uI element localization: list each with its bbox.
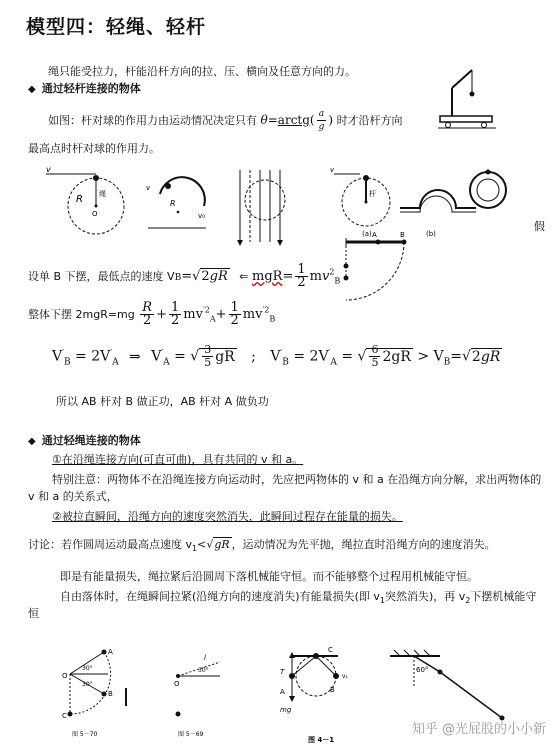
svg-text:C: C — [328, 646, 333, 654]
svg-text:C: C — [62, 712, 67, 720]
page-title: 模型四：轻绳、轻杆 — [26, 16, 207, 38]
svg-text:O: O — [92, 210, 98, 218]
svg-text:图 4－1: 图 4－1 — [308, 736, 335, 744]
rod-example-prefix: 如图：杆对球的作用力由运动情况决定只有 — [48, 114, 257, 127]
whole-eq: $\frac{R}{2}$ + $\frac{1}{2}$ $mv^{'2}_A+$ $\frac{1}{2}$ $mv^{'2}_B$ — [142, 300, 276, 328]
rope-point1: ①在沿绳连接方向(可直可曲)，具有共同的 v 和 a。 — [52, 453, 304, 466]
freefall-end: 下摆机械能守 — [470, 590, 537, 603]
section-rope-title: 通过轻绳连接的物体 — [41, 434, 141, 447]
rod-example — [48, 108, 403, 133]
intro-text: 绳只能受拉力，杆能沿杆方向的拉、压、横向及任意方向的力。 — [48, 65, 356, 78]
svg-text:A: A — [372, 231, 377, 239]
svg-text:mg: mg — [280, 706, 292, 714]
discuss-text: 讨论：若作圆周运动最高点速度 v — [28, 538, 193, 551]
svg-text:B: B — [330, 686, 335, 694]
svg-text:O: O — [174, 680, 180, 688]
assume-eq: =√2gR — [181, 269, 228, 284]
arrow-left-icon: ⇐ — [239, 270, 249, 283]
svg-text:A: A — [108, 648, 113, 656]
whole-line — [28, 302, 275, 327]
whole-text: 整体下摆 2mgR=mg — [28, 308, 135, 321]
svg-text:30°: 30° — [82, 665, 93, 672]
svg-text:R: R — [76, 194, 83, 205]
svg-text:T: T — [280, 668, 285, 676]
assume-text: 设单 B 下摆，最低点的速度 V — [28, 270, 175, 283]
discuss-suffix: ，运动情况为先平抛，绳拉直时沿绳方向的速度消失。 — [231, 538, 496, 551]
svg-text:l: l — [204, 654, 206, 662]
side-char: 假 — [534, 220, 545, 233]
svg-text:图 5－69: 图 5－69 — [178, 731, 204, 738]
bullet-diamond-icon: ◆ — [28, 436, 36, 447]
svg-text:O: O — [62, 672, 68, 680]
circular-motion-figures — [28, 160, 548, 278]
bullet-diamond-icon: ◆ — [28, 84, 36, 95]
svg-text:(b): (b) — [426, 230, 436, 238]
svg-text:绳: 绳 — [99, 190, 106, 198]
rod-example-line2: 最高点时杆对球的作用力。 — [28, 142, 160, 155]
freefall-text: 自由落体时，在绳瞬间拉紧(沿绳方向的速度消失)有能量损失(即 v — [60, 590, 380, 603]
crane-figure — [432, 66, 502, 128]
energy-eq: mgR= $\frac{1}{2}$ $mv^2_B$ — [252, 262, 341, 290]
rod-example-suffix: 时才沿杆方向 — [336, 114, 403, 127]
watermark: 知乎 @光屁股的小小新 — [411, 722, 546, 737]
rod-conclusion: 所以 AB 杆对 B 做正功，AB 杆对 A 做负功 — [56, 395, 269, 408]
theta-formula: θ=arctg( $\frac{a}{g}$ ) — [260, 109, 334, 132]
svg-text:(a): (a) — [362, 230, 372, 238]
svg-text:B: B — [400, 231, 405, 239]
svg-text:B: B — [108, 690, 113, 698]
svg-text:30°: 30° — [82, 681, 93, 688]
svg-text:A: A — [280, 688, 285, 696]
svg-text:v: v — [146, 184, 151, 192]
rope-discuss: 讨论：若作圆周运动最高点速度 $v_1<√gR$ ，运动情况为先平抛，绳拉直时沿绳方向的速度消失。 — [28, 538, 496, 554]
svg-text:v₀: v₀ — [198, 212, 205, 220]
svg-text:v: v — [46, 165, 51, 174]
svg-text:R: R — [170, 199, 176, 208]
svg-text:30°: 30° — [198, 667, 209, 674]
rope-special-note2: v 和 a 的关系式， — [28, 490, 118, 503]
section-rod-title: 通过轻杆连接的物体 — [41, 82, 141, 95]
section-rod-heading — [28, 80, 141, 96]
svg-text:杆: 杆 — [369, 190, 376, 198]
rope-energy-loss: 即是有能量损失，绳拉紧后沿圆周下落机械能守恒。而不能够整个过程用机械能守恒。 — [60, 570, 478, 583]
svg-text:60°: 60° — [416, 666, 429, 674]
rope-freefall: 自由落体时，在绳瞬间拉紧(沿绳方向的速度消失)有能量损失(即 $v_1$突然消失)，再 $v_2$下摆机械能守 — [60, 590, 537, 606]
freefall-mid: 突然消失)，再 v — [384, 590, 466, 603]
rope-special-note: 特别注意：两物体不在沿绳连接方向运动时，先应把两物体的 v 和 a 在沿绳方向分解，求出两物体的 — [52, 473, 542, 486]
assume-line: 设单 B 下摆，最低点的速度 VB=√2gR ⇐ mgR= $\frac{1}{2}$ $mv^2_B$ — [28, 262, 341, 290]
rope-freefall-line2: 恒 — [28, 607, 39, 620]
svg-text:ν₁: ν₁ — [342, 673, 348, 680]
rope-point2: ②被拉直瞬间，沿绳方向的速度突然消失，此瞬间过程存在能量的损失。 — [52, 510, 403, 523]
svg-text:图 5－70: 图 5－70 — [72, 731, 98, 738]
velocity-relations: $V'_B = 2V'_A$ ⇒ $V'_A$ = √ $\frac{3}{5}$ gR ; $V'_B = 2V'_A$ = √ $\frac{6}{5}$ $2gR > V_B=√2gR$ — [52, 343, 501, 369]
svg-text:v: v — [330, 166, 335, 174]
section-rope-heading — [28, 432, 141, 448]
